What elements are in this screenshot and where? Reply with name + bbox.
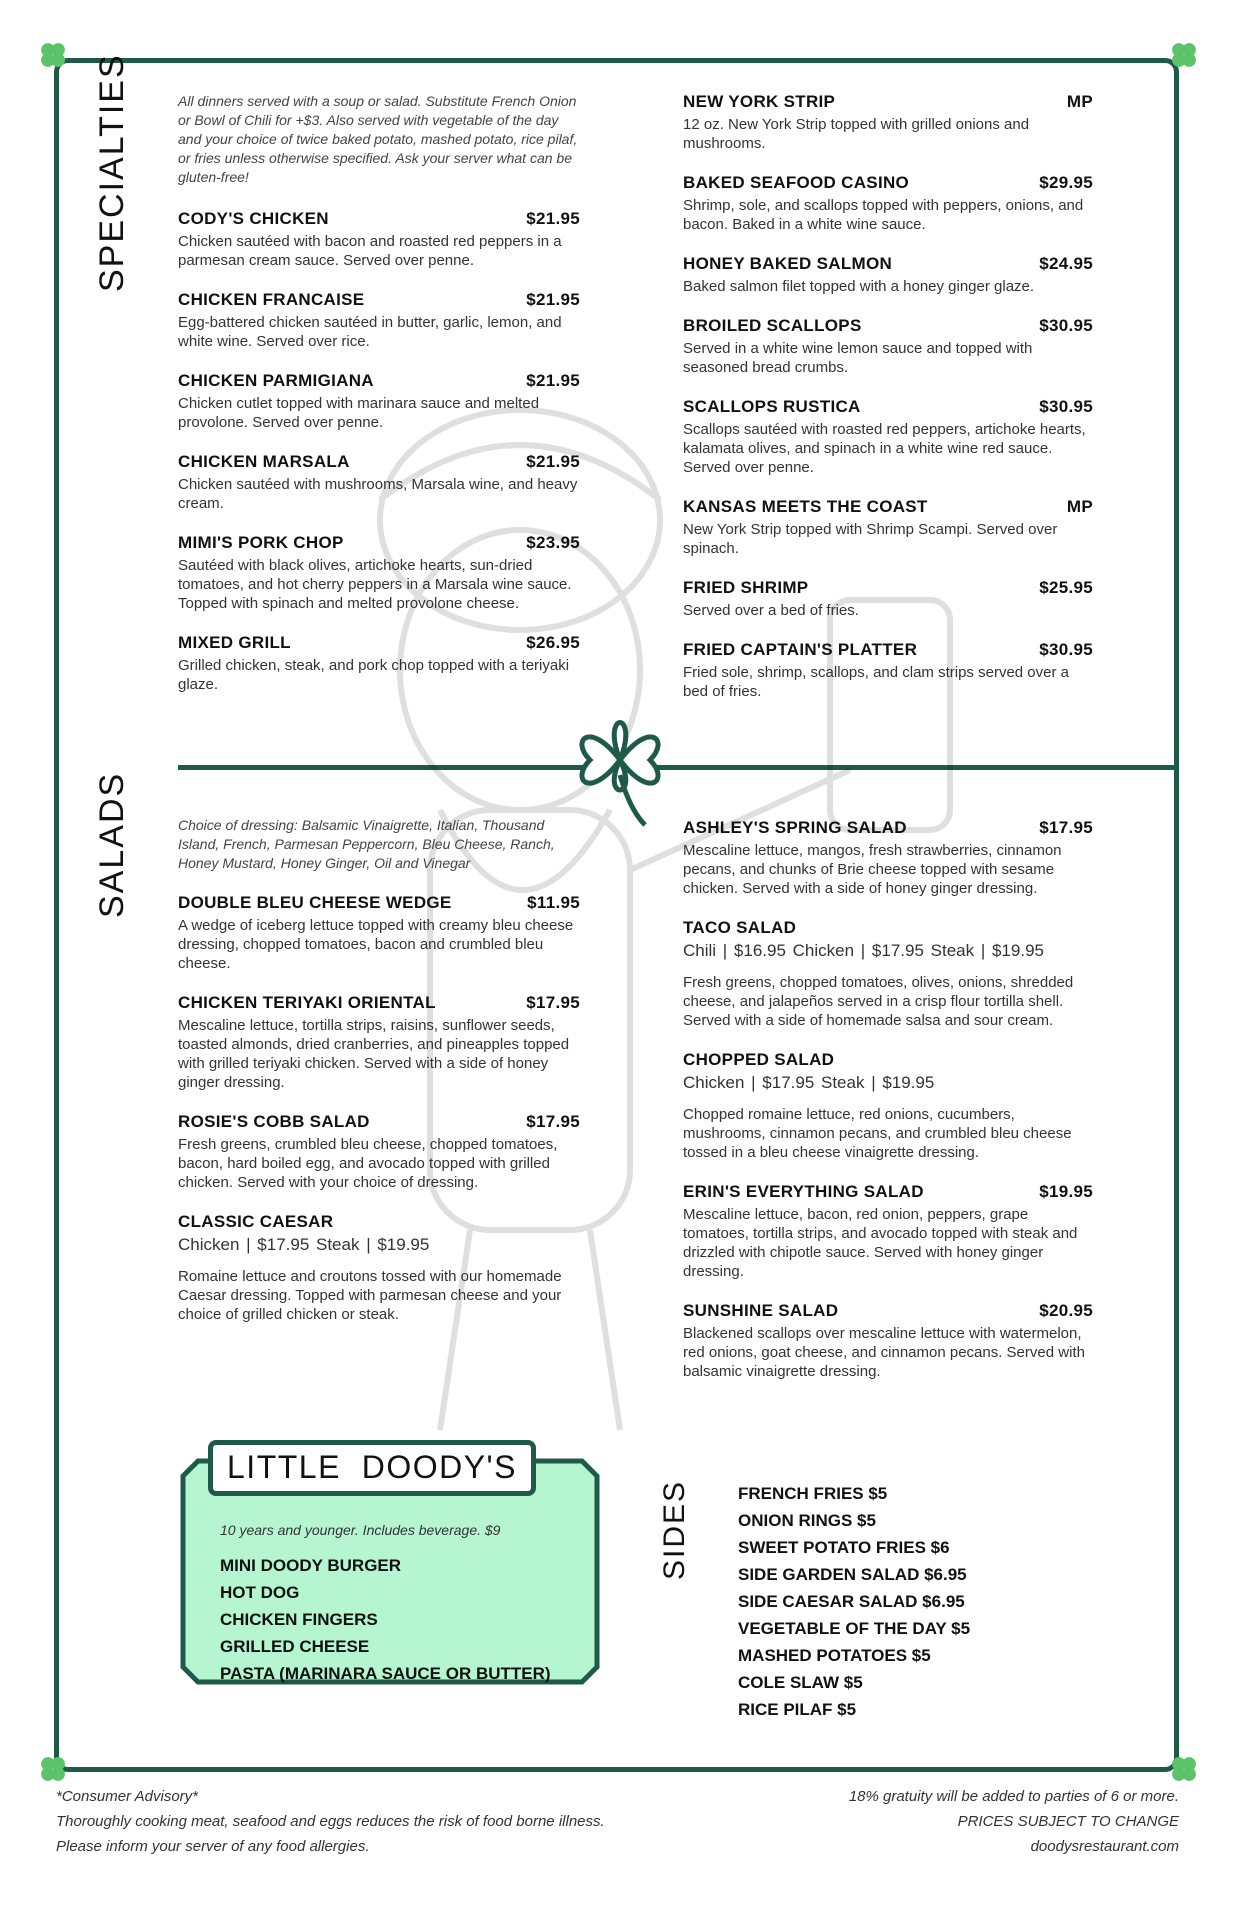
menu-item-price: $11.95 xyxy=(527,893,580,912)
menu-item-name: ERIN'S EVERYTHING SALAD xyxy=(683,1182,924,1201)
menu-item-price: $30.95 xyxy=(1039,397,1093,416)
menu-item-header xyxy=(683,254,1093,274)
menu-item-description: Fried sole, shrimp, scallops, and clam strips served over a bed of fries. xyxy=(683,664,1069,700)
menu-item-header xyxy=(683,397,1093,417)
menu-item-name: SUNSHINE SALAD xyxy=(683,1301,839,1320)
menu-item xyxy=(683,640,1093,701)
menu-item-name: CHOPPED SALAD xyxy=(683,1050,835,1069)
menu-item-name: MIXED GRILL xyxy=(178,633,291,652)
menu-item-header xyxy=(683,92,1093,112)
menu-item-header xyxy=(683,316,1093,336)
salads-intro: Choice of dressing: Balsamic Vinaigrette, Italian, Thousand Island, French, Parmesan Peppercorn, Bleu Cheese, Ranch, Honey Mustard, Honey Ginger, Oil and Vinegar xyxy=(178,817,555,871)
menu-item-name: KANSAS MEETS THE COAST xyxy=(683,497,928,516)
kids-menu-item: CHICKEN FINGERS xyxy=(220,1610,378,1629)
menu-item-header xyxy=(178,209,580,229)
menu-item-header xyxy=(683,1050,1093,1070)
menu-item-description: Shrimp, sole, and scallops topped with peppers, onions, and bacon. Baked in a white wine sauce. xyxy=(683,197,1084,233)
side-item: MASHED POTATOES $5 xyxy=(738,1646,931,1665)
shamrock-icon xyxy=(36,1752,70,1786)
menu-item-description: Fresh greens, chopped tomatoes, olives, onions, shredded cheese, and jalapeños served in a crisp flour tortilla shell. Served with a side of homemade salsa and sour cream. xyxy=(683,974,1074,1029)
kids-menu-item: PASTA (MARINARA SAUCE OR BUTTER) xyxy=(220,1664,551,1683)
menu-item-description: Chicken sautéed with bacon and roasted red peppers in a parmesan cream sauce. Served over penne. xyxy=(178,233,562,269)
salads-left-column xyxy=(178,816,580,1344)
menu-item xyxy=(178,371,580,432)
menu-item-price: MP xyxy=(1066,497,1093,516)
menu-item-header xyxy=(683,497,1093,517)
gratuity-note: 18% gratuity will be added to parties of 6 or more. xyxy=(848,1788,1179,1805)
menu-item-description: Mescaline lettuce, tortilla strips, raisins, sunflower seeds, toasted almonds, dried cranberries, and pineapples topped with grilled teriyaki chicken. Served with a side of honey ginger dressing. xyxy=(178,1017,570,1091)
menu-item-header xyxy=(178,1212,580,1232)
salads-right-column xyxy=(683,818,1093,1401)
footer-notes xyxy=(849,1784,1179,1859)
menu-item-name: BAKED SEAFOOD CASINO xyxy=(683,173,910,192)
advisory-line: Please inform your server of any food allergies. xyxy=(56,1838,370,1855)
side-item: SIDE GARDEN SALAD $6.95 xyxy=(738,1565,967,1584)
menu-item-description: Mescaline lettuce, bacon, red onion, peppers, grape tomatoes, tortilla strips, and avocado topped with steak and drizzled with chipotle sauce. Served with honey ginger dressing. xyxy=(683,1206,1078,1280)
shamrock-icon xyxy=(1167,1752,1201,1786)
menu-item-name: ASHLEY'S SPRING SALAD xyxy=(683,818,907,837)
menu-item-name: BROILED SCALLOPS xyxy=(683,316,862,335)
menu-item-header xyxy=(178,452,580,472)
kids-menu-item: GRILLED CHEESE xyxy=(220,1637,370,1656)
side-item: SWEET POTATO FRIES $6 xyxy=(738,1538,950,1557)
menu-item-price: MP xyxy=(1066,92,1093,111)
consumer-advisory xyxy=(56,1784,605,1859)
side-item: RICE PILAF $5 xyxy=(738,1700,857,1719)
menu-item xyxy=(683,173,1093,234)
menu-item xyxy=(683,1182,1093,1281)
menu-item-name: CHICKEN PARMIGIANA xyxy=(178,371,374,390)
menu-item-name: NEW YORK STRIP xyxy=(683,92,836,111)
menu-item-name: CODY'S CHICKEN xyxy=(178,209,329,228)
menu-item-header xyxy=(683,640,1093,660)
menu-item-name: ROSIE'S COBB SALAD xyxy=(178,1112,370,1131)
menu-item-header xyxy=(683,578,1093,598)
prices-note: PRICES SUBJECT TO CHANGE xyxy=(957,1813,1179,1830)
menu-item xyxy=(683,397,1093,477)
sides-list xyxy=(738,1480,970,1723)
menu-item-description: Romaine lettuce and croutons tossed with our homemade Caesar dressing. Topped with parmesan cheese and your choice of grilled chicken or steak. xyxy=(178,1268,562,1323)
menu-item xyxy=(178,633,580,694)
menu-item xyxy=(178,209,580,270)
salads-title: SALADS xyxy=(93,771,131,918)
menu-item xyxy=(683,254,1093,296)
kids-menu-panel xyxy=(180,1440,600,1685)
menu-item-name: SCALLOPS RUSTICA xyxy=(683,397,861,416)
menu-item xyxy=(178,993,580,1092)
menu-item-price: $30.95 xyxy=(1039,640,1093,659)
menu-item xyxy=(683,578,1093,620)
menu-item-description: Egg-battered chicken sautéed in butter, garlic, lemon, and white wine. Served over rice. xyxy=(178,314,562,350)
menu-item xyxy=(683,918,1093,1030)
menu-item-header xyxy=(683,918,1093,938)
menu-item xyxy=(683,316,1093,377)
menu-item-options: Chicken | $17.95 Steak | $19.95 xyxy=(683,1073,935,1092)
website-link[interactable]: doodysrestaurant.com xyxy=(1030,1838,1179,1855)
menu-item-header xyxy=(178,993,580,1013)
menu-item-description: Baked salmon filet topped with a honey ginger glaze. xyxy=(683,278,1035,295)
menu-item-description: Sautéed with black olives, artichoke hearts, sun-dried tomatoes, and hot cherry peppers in a Marsala wine sauce. Topped with spinach and melted provolone cheese. xyxy=(178,557,572,612)
kids-menu-item: HOT DOG xyxy=(220,1583,300,1602)
menu-item-price: $21.95 xyxy=(526,371,580,390)
menu-item-description: Fresh greens, crumbled bleu cheese, chopped tomatoes, bacon, hard boiled egg, and avocado topped with grilled chicken. Served with your choice of dressing. xyxy=(178,1136,558,1191)
side-item: ONION RINGS $5 xyxy=(738,1511,876,1530)
kids-menu-item: MINI DOODY BURGER xyxy=(220,1556,402,1575)
menu-item xyxy=(683,497,1093,558)
specialties-right-column xyxy=(683,92,1093,721)
menu-item-description: Grilled chicken, steak, and pork chop topped with a teriyaki glaze. xyxy=(178,657,570,693)
menu-item xyxy=(178,1212,580,1324)
menu-item-name: CHICKEN MARSALA xyxy=(178,452,350,471)
menu-item-name: CHICKEN FRANCAISE xyxy=(178,290,365,309)
kids-menu-list xyxy=(220,1552,551,1687)
side-item: SIDE CAESAR SALAD $6.95 xyxy=(738,1592,965,1611)
menu-item-name: FRIED SHRIMP xyxy=(683,578,809,597)
specialties-left-column xyxy=(178,92,580,714)
menu-item-header xyxy=(178,533,580,553)
menu-item-price: $23.95 xyxy=(526,533,580,552)
menu-item-price: $17.95 xyxy=(526,1112,580,1131)
menu-item-price: $26.95 xyxy=(526,633,580,652)
side-item: COLE SLAW $5 xyxy=(738,1673,863,1692)
menu-item-header xyxy=(683,818,1093,838)
kids-menu-title: LITTLE DOODY'S xyxy=(208,1440,536,1496)
menu-item-description: Mescaline lettuce, mangos, fresh strawberries, cinnamon pecans, and chunks of Brie cheese topped with sesame chicken. Served with a side of honey ginger dressing. xyxy=(683,842,1062,897)
menu-item xyxy=(178,893,580,973)
shamrock-icon xyxy=(1167,38,1201,72)
specialties-title: SPECIALTIES xyxy=(93,53,131,292)
menu-item-name: DOUBLE BLEU CHEESE WEDGE xyxy=(178,893,452,912)
menu-item-description: New York Strip topped with Shrimp Scampi. Served over spinach. xyxy=(683,521,1058,557)
menu-item-header xyxy=(683,173,1093,193)
menu-item xyxy=(178,290,580,351)
menu-item-header xyxy=(178,1112,580,1132)
menu-item-price: $29.95 xyxy=(1039,173,1093,192)
menu-item-header xyxy=(178,633,580,653)
menu-item-price: $20.95 xyxy=(1039,1301,1093,1320)
menu-item xyxy=(683,1050,1093,1162)
menu-item xyxy=(178,533,580,613)
menu-item-name: HONEY BAKED SALMON xyxy=(683,254,893,273)
menu-item-options: Chili | $16.95 Chicken | $17.95 Steak | $19.95 xyxy=(683,941,1044,960)
menu-item-header xyxy=(178,290,580,310)
menu-item-description: A wedge of iceberg lettuce topped with creamy bleu cheese dressing, chopped tomatoes, bacon and crumbled bleu cheese. xyxy=(178,917,574,972)
advisory-title: *Consumer Advisory* xyxy=(56,1788,198,1805)
menu-item-name: MIMI'S PORK CHOP xyxy=(178,533,344,552)
menu-item-options: Chicken | $17.95 Steak | $19.95 xyxy=(178,1235,430,1254)
menu-item xyxy=(683,92,1093,153)
menu-item-description: Chopped romaine lettuce, red onions, cucumbers, mushrooms, cinnamon pecans, and crumbled bleu cheese tossed in a bleu cheese vinaigrette dressing. xyxy=(683,1106,1072,1161)
menu-item-price: $24.95 xyxy=(1039,254,1093,273)
menu-item-description: 12 oz. New York Strip topped with grilled onions and mushrooms. xyxy=(683,116,1030,152)
menu-item-header xyxy=(178,893,580,913)
menu-item-price: $25.95 xyxy=(1039,578,1093,597)
side-item: VEGETABLE OF THE DAY $5 xyxy=(738,1619,971,1638)
specialties-intro: All dinners served with a soup or salad. Substitute French Onion or Bowl of Chili for +$3. Also served with vegetable of the day and your choice of twice baked potato, mashed potato, rice pilaf, or fries unless otherwise specified. Ask your server what can be gluten-free! xyxy=(178,93,578,185)
menu-item-header xyxy=(683,1182,1093,1202)
sides-title: SIDES xyxy=(658,1479,691,1580)
menu-item xyxy=(178,452,580,513)
menu-item-price: $17.95 xyxy=(526,993,580,1012)
menu-item-price: $19.95 xyxy=(1039,1182,1093,1201)
menu-item xyxy=(683,1301,1093,1381)
menu-item-description: Scallops sautéed with roasted red peppers, artichoke hearts, kalamata olives, and spinach in a white wine red sauce. Served over penne. xyxy=(683,421,1086,476)
menu-item-price: $17.95 xyxy=(1039,818,1093,837)
menu-item-header xyxy=(683,1301,1093,1321)
menu-item-description: Served in a white wine lemon sauce and topped with seasoned bread crumbs. xyxy=(683,340,1033,376)
menu-item-price: $30.95 xyxy=(1039,316,1093,335)
menu-item xyxy=(178,1112,580,1192)
advisory-line: Thoroughly cooking meat, seafood and eggs reduces the risk of food borne illness. xyxy=(56,1813,605,1830)
shamrock-emblem-icon xyxy=(560,700,680,830)
menu-item-name: CHICKEN TERIYAKI ORIENTAL xyxy=(178,993,436,1012)
menu-item-price: $21.95 xyxy=(526,290,580,309)
menu-item-description: Blackened scallops over mescaline lettuce with watermelon, red onions, goat cheese, and cinnamon pecans. Served with balsamic vinaigrette dressing. xyxy=(683,1325,1085,1380)
menu-item-header xyxy=(178,371,580,391)
menu-item-price: $21.95 xyxy=(526,452,580,471)
side-item: FRENCH FRIES $5 xyxy=(738,1484,888,1503)
menu-item-price: $21.95 xyxy=(526,209,580,228)
menu-item-description: Chicken sautéed with mushrooms, Marsala wine, and heavy cream. xyxy=(178,476,578,512)
shamrock-icon xyxy=(36,38,70,72)
menu-item-description: Served over a bed of fries. xyxy=(683,602,859,619)
menu-item-description: Chicken cutlet topped with marinara sauce and melted provolone. Served over penne. xyxy=(178,395,540,431)
kids-menu-note: 10 years and younger. Includes beverage. $9 xyxy=(220,1522,501,1538)
menu-item-name: CLASSIC CAESAR xyxy=(178,1212,334,1231)
menu-item xyxy=(683,818,1093,898)
menu-item-name: FRIED CAPTAIN'S PLATTER xyxy=(683,640,918,659)
menu-item-name: TACO SALAD xyxy=(683,918,797,937)
